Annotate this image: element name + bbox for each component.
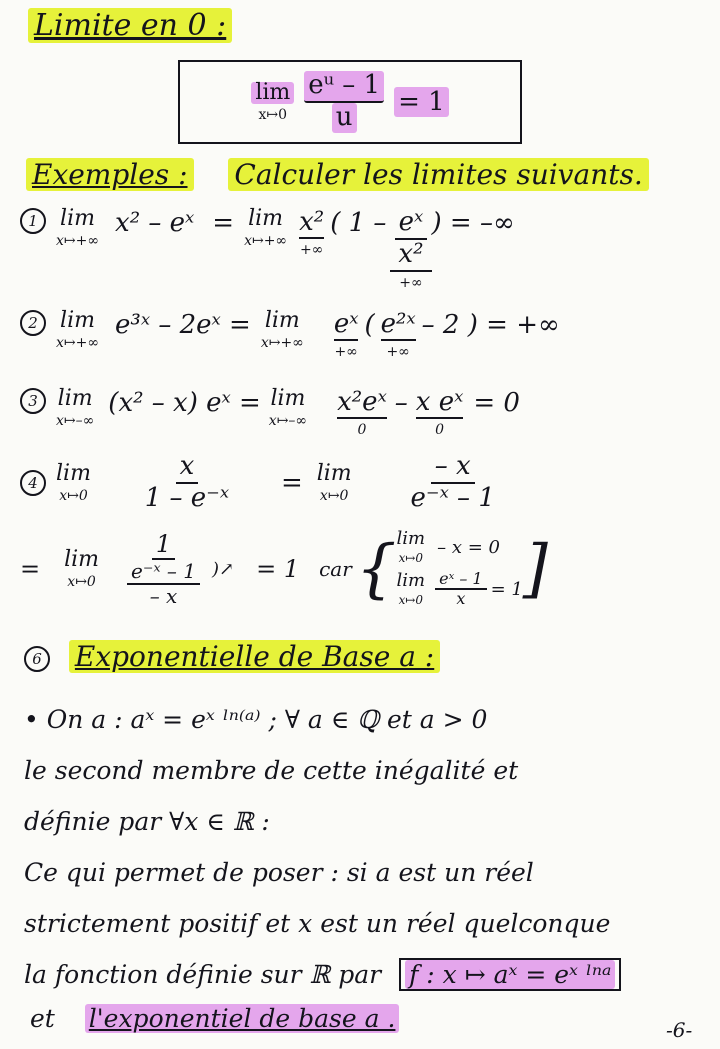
section-6-number: 6 xyxy=(24,646,50,672)
example-2: 2 lim x↦+∞ e³ˣ – 2eˣ = lim x↦+∞ eˣ +∞ ( e²ˣ +∞ – 2 ) = +∞ xyxy=(20,310,560,359)
formula-box xyxy=(178,60,522,144)
body-text xyxy=(24,694,621,1000)
examples-header xyxy=(26,158,649,191)
definition-term: l'exponentiel de base a . xyxy=(85,1004,400,1033)
reasons: lim x↦0 – x = 0 lim x↦0 $\frac{\text{eˣ – 1}}{x}$ = 1 xyxy=(396,528,523,609)
body-line: la fonction définie sur ℝ par f : x ↦ aˣ = eˣ ˡⁿᵃ xyxy=(24,949,621,1000)
section-6-title: Exponentielle de Base a : xyxy=(69,640,440,673)
example-1-number: 1 xyxy=(20,208,46,234)
example-1: 1 lim x↦+∞ x² – eˣ = lim x↦+∞ x² +∞ ( 1 – $\frac{\text{eˣ}}{\text{x²}}$ +∞ ) = –∞ xyxy=(20,208,515,290)
examples-subtitle: Calculer les limites suivants. xyxy=(228,158,648,191)
section-6-header xyxy=(24,640,440,673)
heading xyxy=(28,8,232,43)
page-number: -6- xyxy=(666,1018,693,1042)
last-line: et l'exponentiel de base a . xyxy=(30,1004,399,1033)
body-line: définie par ∀x ∈ ℝ : xyxy=(24,807,270,836)
example-3-number: 3 xyxy=(20,388,46,414)
example-3: 3 lim x↦–∞ (x² – x) eˣ = lim x↦–∞ x²eˣ 0 – x eˣ 0 = 0 xyxy=(20,388,520,437)
heading-text: Limite en 0 : xyxy=(28,8,232,43)
final-definition-box: f : x ↦ aˣ = eˣ ˡⁿᵃ xyxy=(399,958,621,991)
formula-result: = 1 xyxy=(394,87,449,117)
example-4: 4 lim x↦0 $\frac{x}{\text{1 – e⁻ˣ}}$ = lim x↦0 $\frac{- x}{\text{e⁻ˣ – 1}}$ xyxy=(20,452,522,514)
body-line: le second membre de cette inégalité et xyxy=(24,756,519,785)
formula-lim: lim x↦0 xyxy=(251,82,294,122)
examples-title: Exemples : xyxy=(26,158,194,191)
example-2-number: 2 xyxy=(20,310,46,336)
formula-fraction: $\frac{\text{eᵘ – 1}}{u}$ xyxy=(304,71,384,133)
body-line: • On a : aˣ = eˣ ˡⁿ⁽ᵃ⁾ ; ∀ a ∈ ℚ et a > 0 xyxy=(24,705,488,734)
body-line: strictement positif et x est un réel quelconque xyxy=(24,909,611,938)
example-4-continued: = lim x↦0 $\frac{1}{\frac{\text{e⁻ˣ – 1}}{- x}}$ )↗ = 1 car { lim x↦0 – x = 0 lim x↦0 $\frac{\text{eˣ – 1}}{x}$ = 1 ] xyxy=(20,528,548,609)
example-4-number: 4 xyxy=(20,470,46,496)
body-line: Ce qui permet de poser : si a est un réel xyxy=(24,858,534,887)
